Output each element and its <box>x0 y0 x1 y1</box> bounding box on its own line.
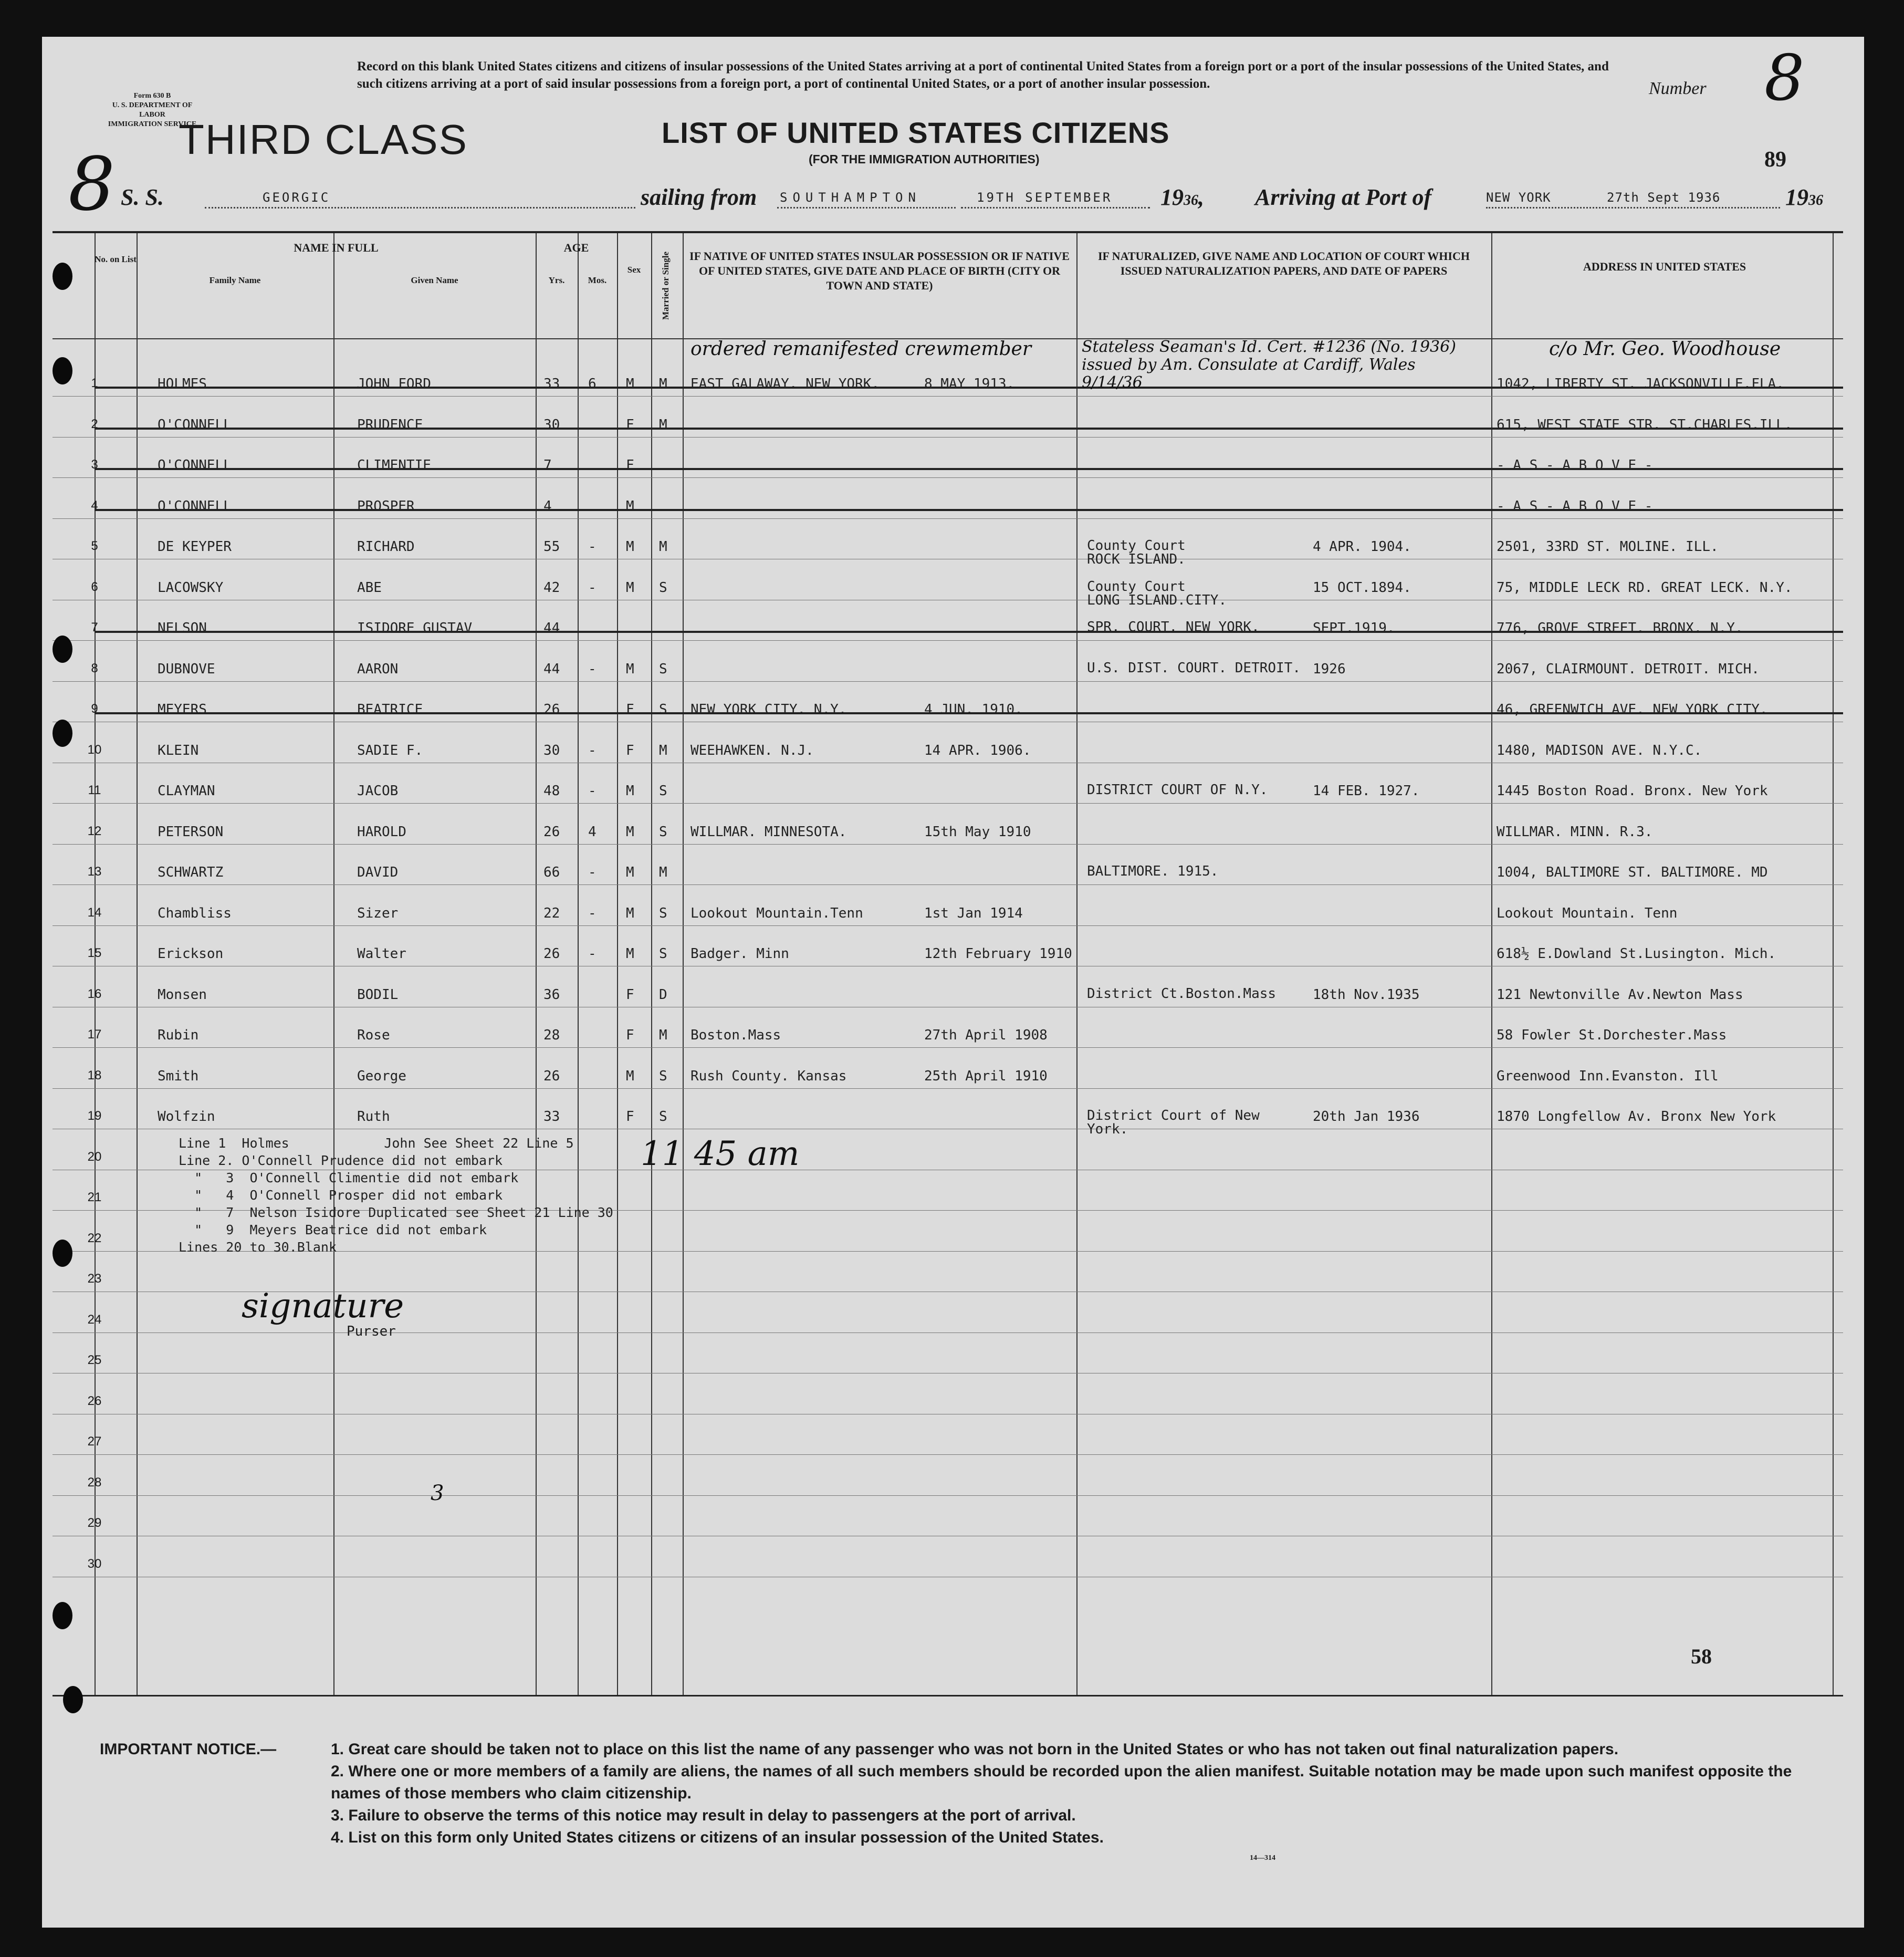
age-years: 44 <box>543 661 560 677</box>
note-line: " 9 Meyers Beatrice did not embark <box>179 1222 487 1237</box>
family-name: Monsen <box>158 986 207 1003</box>
age-months: - <box>588 783 597 799</box>
marital-status: S <box>659 905 667 921</box>
age-months: - <box>588 539 597 555</box>
row-number: 9 <box>91 702 98 716</box>
naturalization-court: SPR. COURT. NEW YORK. <box>1087 619 1260 635</box>
table-row <box>53 1382 1843 1423</box>
form-id: Form 630 B U. S. DEPARTMENT OF LABOR IMMIGRATION SERVICE <box>108 92 197 128</box>
naturalization-court: County Court LONG ISLAND.CITY. <box>1087 578 1227 608</box>
us-address: 58 Fowler St.Dorchester.Mass <box>1497 1027 1727 1043</box>
naturalization-court: District Ct.Boston.Mass <box>1087 985 1277 1002</box>
col-age: AGE <box>563 241 589 254</box>
age-months: - <box>588 661 597 677</box>
age-years: 26 <box>543 946 560 962</box>
age-years: 36 <box>543 986 560 1003</box>
table-row <box>53 853 1843 893</box>
col-married-single: Married or Single <box>661 252 671 320</box>
row-number: 5 <box>91 539 98 553</box>
birth-place: EAST GALAWAY. NEW YORK. <box>691 376 880 392</box>
age-years: 7 <box>543 457 552 473</box>
marital-status: S <box>659 702 667 717</box>
naturalization-date: 14 FEB. 1927. <box>1313 783 1420 799</box>
marital-status: S <box>659 824 667 840</box>
age-months: 6 <box>588 376 597 392</box>
given-name: RICHARD <box>357 539 415 555</box>
birth-place: Boston.Mass <box>691 1027 781 1043</box>
age-years: 28 <box>543 1027 560 1043</box>
row-number: 11 <box>88 783 101 797</box>
row-number: 24 <box>87 1312 102 1327</box>
row1-naturalized-annotation: Stateless Seaman's Id. Cert. #1236 (No. 1936) issued by Am. Consulate at Cardiff, Wales 9/14/36 <box>1082 338 1456 392</box>
sex: M <box>626 865 634 880</box>
sex: F <box>626 742 634 758</box>
row-number: 27 <box>87 1434 102 1449</box>
arriving-label: Arriving at Port of <box>1255 184 1432 210</box>
age-years: 66 <box>543 865 560 880</box>
table-row <box>53 568 1843 609</box>
sex: M <box>626 946 634 962</box>
naturalization-court: County Court ROCK ISLAND. <box>1087 538 1186 567</box>
us-address: 1042, LIBERTY ST. JACKSONVILLE.FLA. <box>1497 376 1784 392</box>
notice-item-3: 3. Failure to observe the terms of this notice may result in delay to passengers at the port of arrival. <box>331 1807 1076 1824</box>
row-number: 18 <box>87 1068 102 1082</box>
row-number: 19 <box>87 1109 102 1123</box>
birth-date: 14 APR. 1906. <box>924 742 1031 758</box>
table-row <box>53 894 1843 934</box>
marital-status: M <box>659 417 667 433</box>
row-number: 17 <box>87 1027 102 1042</box>
pencil-mark: 3 <box>431 1481 444 1505</box>
row-number: 25 <box>87 1353 102 1367</box>
citizens-table <box>53 231 1843 1696</box>
birth-date: 12th February 1910 <box>924 946 1072 962</box>
us-address: 46, GREENWICH AVE. NEW YORK CITY. <box>1497 702 1768 717</box>
us-address: 2501, 33RD ST. MOLINE. ILL. <box>1497 539 1719 555</box>
us-address: 615, WEST STATE STR. ST.CHARLES.ILL. <box>1497 417 1793 433</box>
table-row <box>53 690 1843 731</box>
birth-date: 25th April 1910 <box>924 1068 1048 1084</box>
family-name: Wolfzin <box>158 1109 215 1125</box>
sheet-total: 58 <box>1691 1644 1712 1668</box>
us-address: Lookout Mountain. Tenn <box>1497 905 1678 921</box>
col-address: ADDRESS IN UNITED STATES <box>1583 260 1746 273</box>
sex: M <box>626 824 634 840</box>
age-years: 4 <box>543 498 552 514</box>
arrival-port: NEW YORK <box>1486 190 1551 205</box>
table-row <box>53 813 1843 853</box>
sex: M <box>626 539 634 555</box>
number-value: 8 <box>1764 42 1805 115</box>
given-name: George <box>357 1068 406 1084</box>
family-name: O'CONNELL <box>158 417 232 433</box>
manifest-sheet <box>42 37 1864 1928</box>
family-name: O'CONNELL <box>158 457 232 473</box>
row-number: 16 <box>87 986 102 1001</box>
sex: M <box>626 579 634 596</box>
naturalization-date: SEPT.1919. <box>1313 620 1395 636</box>
age-years: 33 <box>543 1109 560 1125</box>
birth-place: NEW YORK CITY. N.Y. <box>691 702 847 717</box>
marital-status: M <box>659 376 667 392</box>
class-stamp: THIRD CLASS <box>179 116 468 163</box>
family-name: Rubin <box>158 1027 199 1043</box>
marital-status: S <box>659 783 667 799</box>
marital-status: S <box>659 946 667 962</box>
sex: M <box>626 1068 634 1084</box>
sex: F <box>626 417 634 433</box>
given-name: ISIDORE GUSTAV <box>357 620 473 636</box>
purser-signature: signature <box>242 1287 404 1326</box>
row-number: 30 <box>87 1556 102 1571</box>
given-name: SADIE F. <box>357 742 423 758</box>
table-row <box>53 1423 1843 1463</box>
birth-date: 1st Jan 1914 <box>924 905 1023 921</box>
marital-status: S <box>659 579 667 596</box>
purser-notes <box>179 1134 613 1256</box>
note-line: Line 1 Holmes John See Sheet 22 Line 5 <box>179 1136 574 1151</box>
row-number: 6 <box>91 579 98 594</box>
table-row <box>53 1504 1843 1545</box>
marital-status: D <box>659 986 667 1003</box>
age-months: - <box>588 905 597 921</box>
row-number: 23 <box>87 1272 102 1286</box>
table-row <box>53 609 1843 649</box>
us-address: - A S - A B O V E - <box>1497 457 1653 473</box>
year-1: 1936, <box>1160 184 1204 210</box>
marital-status: S <box>659 1068 667 1084</box>
us-address: 121 Newtonville Av.Newton Mass <box>1497 986 1743 1003</box>
row-number: 21 <box>87 1190 102 1204</box>
age-years: 26 <box>543 702 560 717</box>
naturalization-date: 18th Nov.1935 <box>1313 986 1420 1003</box>
sex: M <box>626 905 634 921</box>
row-number: 26 <box>87 1393 102 1408</box>
row-number: 10 <box>87 742 102 757</box>
row-number: 28 <box>87 1475 102 1490</box>
given-name: HAROLD <box>357 824 406 840</box>
row-number: 1 <box>91 376 98 390</box>
margin-number: 8 <box>68 142 116 227</box>
us-address: 1870 Longfellow Av. Bronx New York <box>1497 1109 1776 1125</box>
col-naturalized: IF NATURALIZED, GIVE NAME AND LOCATION OF COURT WHICH ISSUED NATURALIZATION PAPERS, AND DATE OF PAPERS <box>1098 249 1470 277</box>
naturalization-court: District Court of New York. <box>1087 1108 1260 1137</box>
row-number: 7 <box>91 620 98 634</box>
table-row <box>53 1016 1843 1056</box>
table-row <box>53 527 1843 568</box>
birth-date: 8 MAY 1913. <box>924 376 1015 392</box>
note-line: Lines 20 to 30.Blank <box>179 1240 337 1255</box>
table-row <box>53 1341 1843 1382</box>
birth-place: Rush County. Kansas <box>691 1068 847 1084</box>
row-number: 13 <box>87 865 102 879</box>
given-name: AARON <box>357 661 399 677</box>
birth-place: WILLMAR. MINNESOTA. <box>691 824 847 840</box>
given-name: Sizer <box>357 905 399 921</box>
row1-birth-annotation: ordered remanifested crewmember <box>691 338 1032 360</box>
age-years: 22 <box>543 905 560 921</box>
age-years: 30 <box>543 742 560 758</box>
age-years: 55 <box>543 539 560 555</box>
notice-item-4: 4. List on this form only United States citizens or citizens of an insular possession of the United States. <box>331 1829 1104 1846</box>
col-no-on-list: No. on List <box>95 254 137 264</box>
naturalization-date: 20th Jan 1936 <box>1313 1109 1420 1125</box>
col-native: IF NATIVE OF UNITED STATES INSULAR POSSESSION OR IF NATIVE OF UNITED STATES, GIVE DATE AND PLACE OF BIRTH (CITY OR TOWN AND STATE) <box>689 249 1070 292</box>
age-years: 26 <box>543 1068 560 1084</box>
given-name: Rose <box>357 1027 390 1043</box>
table-row <box>53 487 1843 527</box>
ss-label: S. S. <box>121 184 164 210</box>
col-yrs: Yrs. <box>548 275 565 285</box>
table-row <box>53 1464 1843 1504</box>
voyage-line <box>121 184 1854 215</box>
naturalization-date: 15 OCT.1894. <box>1313 579 1411 596</box>
age-years: 48 <box>543 783 560 799</box>
print-code: 14—314 <box>1250 1854 1275 1862</box>
page-subtitle: (FOR THE IMMIGRATION AUTHORITIES) <box>809 152 1040 166</box>
birth-date: 4 JUN. 1910. <box>924 702 1023 717</box>
birth-place: WEEHAWKEN. N.J. <box>691 742 814 758</box>
table-row <box>53 772 1843 812</box>
age-years: 33 <box>543 376 560 392</box>
marital-status: S <box>659 1109 667 1125</box>
table-row <box>53 1545 1843 1586</box>
note-line: " 7 Nelson Isidore Duplicated see Sheet 21 Line 30 <box>179 1205 613 1220</box>
family-name: SCHWARTZ <box>158 865 224 880</box>
sex: F <box>626 1109 634 1125</box>
notice-item-2: 2. Where one or more members of a family are aliens, the names of all such members should be recorded upon the alien manifest. Suitable notation may be made upon such manifest opposite the names of those members who claim citizenship. <box>331 1763 1792 1802</box>
naturalization-date: 1926 <box>1313 661 1346 677</box>
sex: F <box>626 986 634 1003</box>
age-years: 42 <box>543 579 560 596</box>
marital-status: M <box>659 539 667 555</box>
table-row <box>53 650 1843 690</box>
sex: F <box>626 457 634 473</box>
family-name: DUBNOVE <box>158 661 215 677</box>
col-given-name: Given Name <box>411 275 458 285</box>
col-sex: Sex <box>627 265 641 275</box>
sex: M <box>626 783 634 799</box>
age-months: - <box>588 742 597 758</box>
age-months: - <box>588 865 597 880</box>
family-name: DE KEYPER <box>158 539 232 555</box>
age-years: 30 <box>543 417 560 433</box>
table-row <box>53 934 1843 975</box>
birth-date: 27th April 1908 <box>924 1027 1048 1043</box>
notice-item-1: 1. Great care should be taken not to place on this list the name of any passenger who was not born in the United States or who has not taken out final naturalization papers. <box>331 1741 1619 1758</box>
birth-place: Badger. Minn <box>691 946 789 962</box>
naturalization-date: 4 APR. 1904. <box>1313 539 1411 555</box>
family-name: Erickson <box>158 946 224 962</box>
given-name: BEATRICE <box>357 702 423 717</box>
sailing-label: sailing from <box>641 184 757 210</box>
given-name: Ruth <box>357 1109 390 1125</box>
us-address: 2067, CLAIRMOUNT. DETROIT. MICH. <box>1497 661 1760 677</box>
number-label: Number <box>1649 79 1707 98</box>
us-address: WILLMAR. MINN. R.3. <box>1497 824 1653 840</box>
year-2: 1936 <box>1785 184 1823 210</box>
age-years: 26 <box>543 824 560 840</box>
row-number: 20 <box>87 1149 102 1164</box>
us-address: 75, MIDDLE LECK RD. GREAT LECK. N.Y. <box>1497 579 1793 596</box>
sex: M <box>626 661 634 677</box>
col-family-name: Family Name <box>209 275 261 285</box>
sex: M <box>626 376 634 392</box>
table-row <box>53 365 1843 405</box>
given-name: PROSPER <box>357 498 415 514</box>
page-title: LIST OF UNITED STATES CITIZENS <box>662 116 1170 149</box>
sex: M <box>626 498 634 514</box>
marital-status: M <box>659 865 667 880</box>
family-name: NELSON <box>158 620 207 636</box>
birth-place: Lookout Mountain.Tenn <box>691 905 863 921</box>
col-mos: Mos. <box>588 275 607 285</box>
age-months: - <box>588 946 597 962</box>
page-number: 89 <box>1764 148 1786 172</box>
row-number: 14 <box>87 905 102 920</box>
row-number: 12 <box>87 824 102 838</box>
table-row <box>53 1057 1843 1097</box>
age-years: 44 <box>543 620 560 636</box>
note-line: " 3 O'Connell Climentie did not embark <box>179 1170 519 1185</box>
sex: F <box>626 702 634 717</box>
family-name: CLAYMAN <box>158 783 215 799</box>
family-name: PETERSON <box>158 824 224 840</box>
family-name: Chambliss <box>158 905 232 921</box>
given-name: CLIMENTIE <box>357 457 431 473</box>
ship-name: GEORGIC <box>263 190 331 205</box>
age-months: 4 <box>588 824 597 840</box>
us-address: 1004, BALTIMORE ST. BALTIMORE. MD <box>1497 865 1768 880</box>
marital-status: M <box>659 1027 667 1043</box>
family-name: HOLMES <box>158 376 207 392</box>
purser-label: Purser <box>347 1324 396 1339</box>
family-name: LACOWSKY <box>158 579 224 596</box>
arrival-date: 27th Sept 1936 <box>1607 190 1721 205</box>
naturalization-court: DISTRICT COURT OF N.Y. <box>1087 782 1268 798</box>
sex: F <box>626 1027 634 1043</box>
given-name: JACOB <box>357 783 399 799</box>
given-name: BODIL <box>357 986 399 1003</box>
us-address: - A S - A B O V E - <box>1497 498 1653 514</box>
col-name-in-full: NAME IN FULL <box>294 241 379 254</box>
given-name: DAVID <box>357 865 399 880</box>
row-number: 8 <box>91 661 98 675</box>
given-name: PRUDENCE <box>357 417 423 433</box>
notice-lead: IMPORTANT NOTICE.— <box>100 1741 277 1758</box>
family-name: O'CONNELL <box>158 498 232 514</box>
naturalization-court: U.S. DIST. COURT. DETROIT. <box>1087 660 1301 676</box>
age-months: - <box>588 579 597 596</box>
note-line: " 4 O'Connell Prosper did not embark <box>179 1188 503 1203</box>
us-address: 1480, MADISON AVE. N.Y.C. <box>1497 742 1702 758</box>
naturalization-court: BALTIMORE. 1915. <box>1087 863 1219 879</box>
family-name: KLEIN <box>158 742 199 758</box>
row-number: 3 <box>91 457 98 472</box>
us-address: 1445 Boston Road. Bronx. New York <box>1497 783 1768 799</box>
row-number: 29 <box>87 1516 102 1530</box>
given-name: Walter <box>357 946 406 962</box>
table-row <box>53 446 1843 486</box>
record-instructions: Record on this blank United States citizens and citizens of insular possessions of the United States arriving at a port of continental United States from a foreign port or a port of the insular possessions of the United States, and such citizens arriving at a port of said insular possessions from a foreign port, a port of continental United States, or a port of another insular possession. <box>357 59 1609 91</box>
birth-date: 15th May 1910 <box>924 824 1031 840</box>
row-number: 2 <box>91 417 98 431</box>
sailing-from: SOUTHAMPTON <box>780 190 921 205</box>
table-row <box>53 731 1843 772</box>
sailing-date: 19TH SEPTEMBER <box>977 190 1113 205</box>
us-address: 776, GROVE STREET. BRONX. N.Y. <box>1497 620 1743 636</box>
given-name: ABE <box>357 579 382 596</box>
given-name: JOHN FORD <box>357 376 431 392</box>
table-row <box>53 405 1843 446</box>
family-name: Smith <box>158 1068 199 1084</box>
row-number: 15 <box>87 946 102 960</box>
row-number: 4 <box>91 498 98 513</box>
table-row <box>53 975 1843 1016</box>
row1-address-annotation: c/o Mr. Geo. Woodhouse <box>1549 338 1781 360</box>
marital-status: S <box>659 661 667 677</box>
marital-status: M <box>659 742 667 758</box>
row-number: 22 <box>87 1231 102 1245</box>
family-name: MEYERS <box>158 702 207 717</box>
table-row <box>53 1097 1843 1138</box>
note-line: Line 2. O'Connell Prudence did not embark <box>179 1153 503 1168</box>
us-address: 618½ E.Dowland St.Lusington. Mich. <box>1497 946 1776 962</box>
us-address: Greenwood Inn.Evanston. Ill <box>1497 1068 1719 1084</box>
inspector-note: 11 45 am <box>641 1134 800 1173</box>
